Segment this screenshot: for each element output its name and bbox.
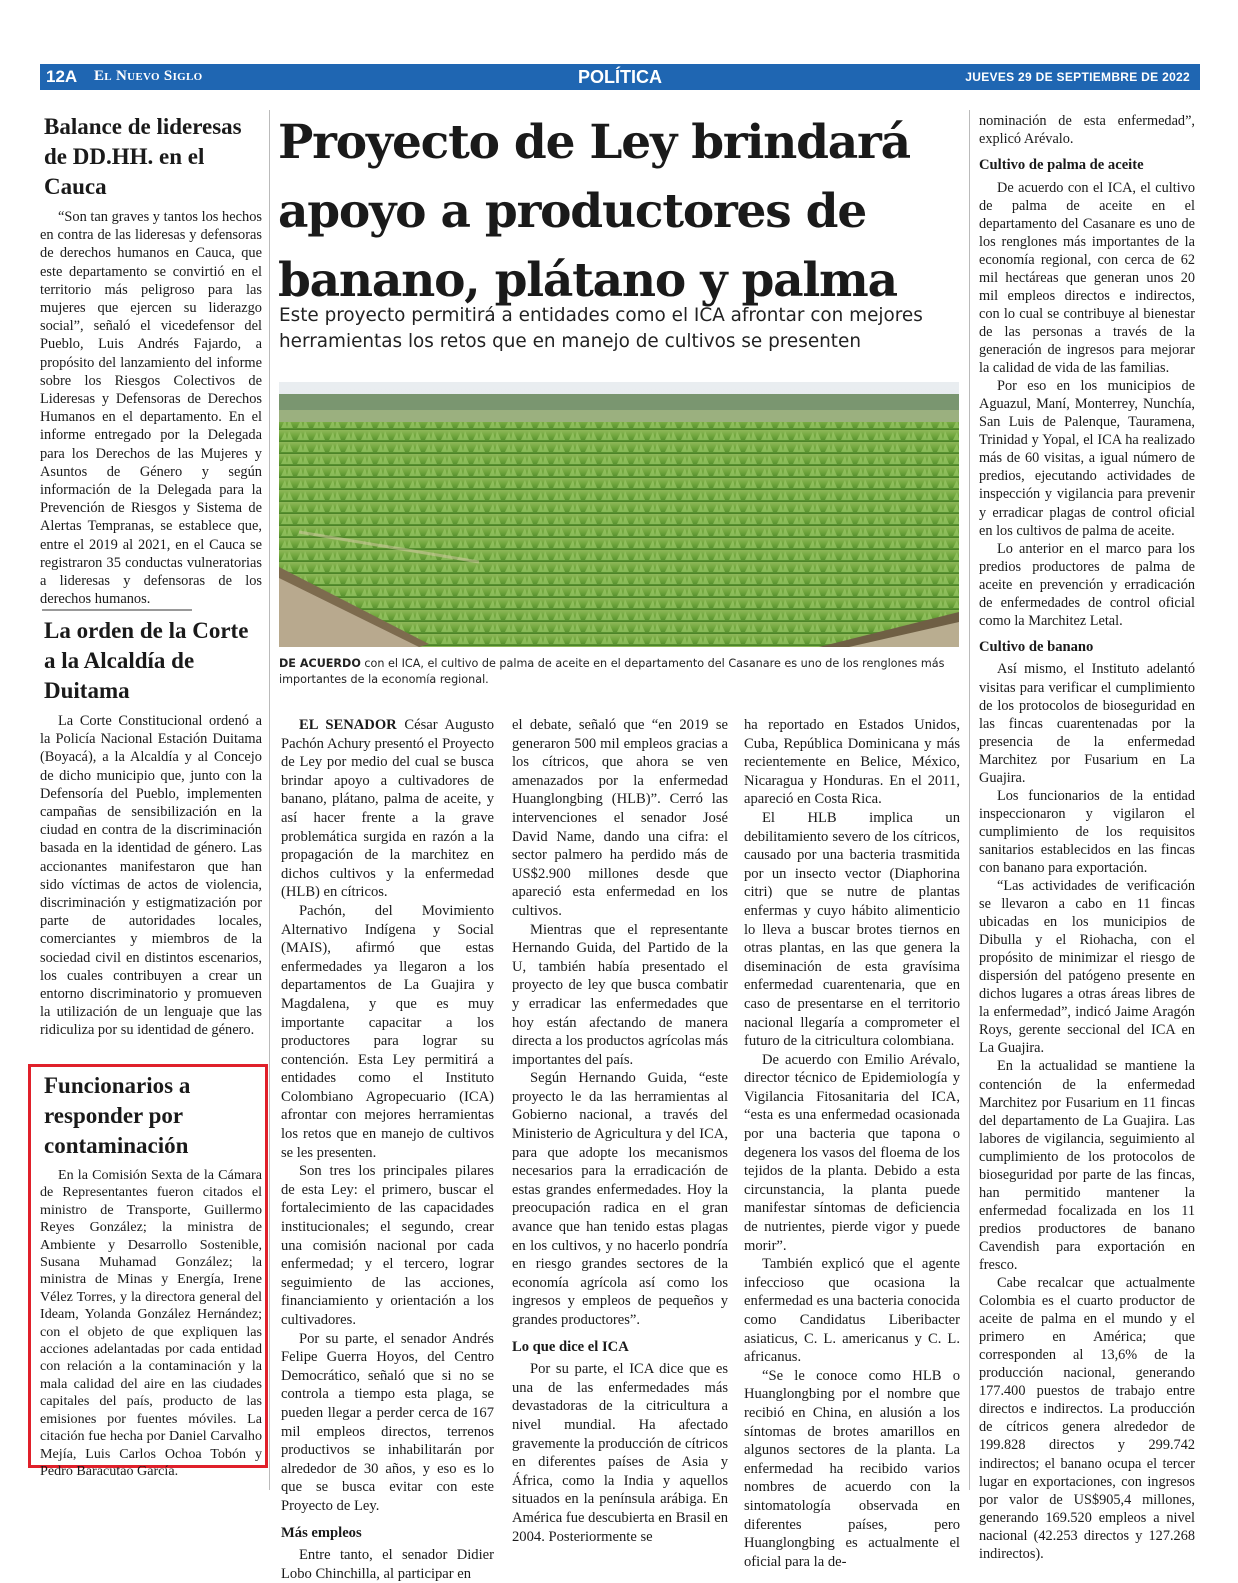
article-column-4 — [979, 112, 1195, 1563]
article-paragraph: Pachón, del Movimiento Alternativo Indígena y Social (MAIS), afirmó que estas enfermedades ya llegaron a los departamentos de La Guajira y Magdalena, y que es muy importante capacitar a los productores para lograr su contención. Esta Ley permitirá a entidades como el Instituto Colombiano Agropecuario (ICA) afrontar con mejores herramientas los retos que en manejo de cultivos se les presenten. — [281, 902, 494, 1161]
article-paragraph: También explicó que el agente infeccioso que ocasiona la enfermedad es una bacteria conocida como Candidatus Liberibacter asiaticus, C. L. americanus y C. L. africanus. — [744, 1256, 960, 1366]
article-column-2 — [512, 716, 728, 1546]
page-number: 12A — [46, 67, 78, 86]
article-paragraph: Lo anterior en el marco para los predios productores de palma de aceite en prevención y erradicación de enfermedades de control oficial como la Marchitez Letal. — [979, 540, 1195, 629]
subheading-mas-empleos: Más empleos — [281, 1524, 362, 1541]
article-paragraph: Son tres los principales pilares de esta Ley: el primero, buscar el fortalecimiento de las capacidades institucionales; el segundo, crear una comisión nacional por cada enfermedad; y el tercero, lograr seguimiento de las acciones, financiamiento y orientación a los cultivadores. — [281, 1163, 494, 1328]
article-paragraph: Según Hernando Guida, “este proyecto le da las herramientas al Gobierno nacional, a través del Ministerio de Agricultura y del ICA, para que adopte los mecanismos necesarios para la erradicación de estas grandes enfermedades. Hoy la preocupación radica en el gran avance que han tenido estas plagas en los cultivos, y no hacerlo pondría en riesgo grandes sectores de la economía agrícola así como los ingresos y empleos de pequeños y grandes productores”. — [512, 1070, 728, 1328]
section-title: POLÍTICA — [578, 67, 662, 87]
column-rule — [269, 110, 270, 1490]
sidebar-story-1-title: Balance de lideresas de DD.HH. en el Cauca — [44, 114, 242, 199]
sidebar-story-2-body: La Corte Constitucional ordenó a la Policía Nacional Estación Duitama (Boyacá), a la Alcaldía y al Concejo de dicho municipio que, junto con la Defensoría del Pueblo, implementen campañas de sensibilización en la ciudad en contra de la discriminación basada en la identidad de género. Las accionantes manifestaron que han sido víctimas de actos de violencia, discriminación y estigmatización por parte de autoridades locales, comerciantes y miembros de la sociedad civil en distintos escenarios, los cuales contribuyen a crear un entorno discriminatorio y promueven la utilización de un lenguaje que las ridiculiza por su identidad de género. — [40, 713, 262, 1039]
subheading-cultivo-palma: Cultivo de palma de aceite — [979, 157, 1144, 174]
article-paragraph: “Se le conoce como HLB o Huanglongbing por el nombre que recibió en China, en alusión a los síntomas de brotes amarillos en algunos sectores de la planta. La enfermedad ha recibido varios nombres de acuerdo con la sintomatología observada en diferentes países, pero Huanglongbing es actualmente el oficial para la de- — [744, 1367, 960, 1570]
article-paragraph: El HLB implica un debilitamiento severo de los cítricos, causado por una bacteria trasmitida por un insecto vector (Diaphorina citri) que se nutre de plantas enfermas y cuyo hábito alimenticio lo lleva a buscar brotes tiernos en otras plantas, en las que genera la diseminación de esta gravísima enfermedad cuarentenaria, que en caso de presentarse en el territorio nacional llegaría a comprometer el futuro de la citricultura colombiana. — [744, 809, 960, 1050]
sidebar-story-3-title: Funcionarios a responder por contaminación — [44, 1073, 191, 1158]
article-paragraph: Por eso en los municipios de Aguazul, Maní, Monterrey, Nunchía, San Luis de Palenque, Tauramena, Trinidad y Yopal, el ICA ha realizado más de 60 visitas, a igual número de predios, ejecutando actividades de inspección y vigilancia para prevenir y erradicar plagas de control oficial en los cultivos de palma de aceite. — [979, 378, 1195, 539]
palm-plantation-image — [279, 382, 959, 647]
article-column-3 — [744, 716, 960, 1571]
article-paragraph: “Las actividades de verificación se llevaron a cabo en 11 fincas ubicadas en los municipios de Dibulla y el Riohacha, con el propósito de minimizar el riesgo de dispersión del patógeno presente en dichos lugares a otras áreas libres de la enfermedad”, indicó Jaime Aragón Roys, gerente seccional del ICA en La Guajira. — [979, 878, 1195, 1057]
article-paragraph: Por su parte, el senador Andrés Felipe Guerra Hoyos, del Centro Democrático, señaló que si no se controla a tiempo esta plaga, se pueden llegar a perder cerca de 167 mil empleos directos, terrenos productivos se inhabilitarán por alrededor de 30 años, y eso es lo que se busca evitar con este Proyecto de Ley. — [281, 1330, 494, 1514]
sidebar-divider — [42, 609, 192, 611]
column-rule — [969, 110, 970, 1490]
subheading-lo-que-dice-el-ica: Lo que dice el ICA — [512, 1338, 629, 1355]
sidebar-story-2 — [40, 616, 262, 1040]
article-paragraph: el debate, señaló que “en 2019 se generaron 500 mil empleos gracias a los cítricos, que ahora se ven amenazados por la enfermedad Huanglongbing (HLB)”. Cerró las intervenciones el senador José David Name, dando una cifra: el sector palmero ha perdido más de US$2.900 millones desde que apareció esta enfermedad en los cultivos. — [512, 717, 728, 919]
article-paragraph: En la actualidad se mantiene la contención de la enfermedad Marchitez por Fusarium en 11 fincas del departamento de La Guajira. Las labores de vigilancia, seguimiento al cumplimiento de los protocolos de bioseguridad por parte de las fincas, han permitido mantener la enfermedad focalizada en los 11 predios productores de banano Cavendish para exportación en fresco. — [979, 1058, 1195, 1273]
article-paragraph: ha reportado en Estados Unidos, Cuba, República Dominicana y más recientemente en Belice, México, Nicaragua y Honduras. En el 2011, apareció en Costa Rica. — [744, 717, 960, 808]
article-subhead: Este proyecto permitirá a entidades como el ICA afrontar con mejores herramientas los retos que en manejo de cultivos se presenten — [279, 305, 923, 352]
article-paragraph: nominación de esta enfermedad”, explicó Arévalo. — [979, 113, 1195, 148]
photo-caption — [279, 656, 969, 688]
article-paragraph: Por su parte, el ICA dice que es una de las enfermedades más devastadoras de la citricultura a nivel mundial. Ha afectado gravemente la producción de cítricos en diferentes países de Asia y África, como la India y aquellos situados en la península arábiga. En América fue descubierta en Brasil en 2004. Posteriormente se — [512, 1361, 728, 1545]
sidebar-story-1 — [40, 112, 262, 608]
article-paragraph: EL SENADOR César Augusto Pachón Achury presentó el Proyecto de Ley por medio del cual se busca brindar apoyo a cultivadores de banano, plátano, palma de aceite, y así hacer frente a la grave problemática surgida en razón a la propagación de la marchitez en dichos cultivos y la enfermedad (HLB) en cítricos. — [281, 717, 494, 901]
article-paragraph: Mientras que el representante Hernando Guida, del Partido de la U, también había presentado el proyecto de ley que busca combatir y erradicar las enfermedades que hoy están afectando de manera directa a los productos agrícolas más importantes del país. — [512, 921, 728, 1068]
article-paragraph: De acuerdo con el ICA, el cultivo de palma de aceite en el departamento del Casanare es uno de los renglones más importantes de la economía regional, con cerca de 62 mil hectáreas que generan unos 20 mil empleos directos e indirectos, con lo cual se contribuye al bienestar de las personas a través de la generación de ingresos para mejorar la calidad de vida de las familias. — [979, 179, 1195, 377]
subheading-cultivo-banano: Cultivo de banano — [979, 638, 1094, 655]
sidebar-story-2-title: La orden de la Corte a la Alcaldía de Duitama — [44, 618, 249, 703]
sidebar-story-1-body: “Son tan graves y tantos los hechos en contra de las lideresas y defensoras de derechos humanos en Cauca, que este departamento se convirtió en el territorio más peligroso para las mujeres que ejercen su liderazgo social”, señaló el vicedefensor del Pueblo, Luis Andrés Fajardo, a propósito del lanzamiento del informe sobre los Riesgos Colectivos de Lideresas y Defensoras de Derechos Humanos en el departamento. En el informe entregado por la Delegada para los Derechos de las Mujeres y Asuntos de Género y según información de la Delegada para la Prevención de Riesgos y Sistema de Alertas Tempranas, se establece que, entre el 2019 al 2021, en el Cauca se registraron 35 conductas vulneratorias a lideresas y defensoras de los derechos humanos. — [40, 209, 262, 608]
caption-lead: DE ACUERDO — [279, 657, 361, 670]
sidebar-story-3-body: En la Comisión Sexta de la Cámara de Representantes fueron citados el ministro de Transporte, Guillermo Reyes González; la ministra de Ambiente y Desarrollo Sostenible, Susana Muhamad González; la ministra de Minas y Energía, Irene Vélez Torres, y la directora general del Ideam, Yolanda González Hernández; con el objeto de que expliquen las acciones adelantadas por cada entidad con relación a la contaminación y la mala calidad del aire en las ciudades capitales del país, producto de las emisiones por fuentes móviles. La citación fue hecha por Daniel Carvalho Mejía, Luis Carlos Ochoa Tobón y Pedro Baracutao García. — [40, 1167, 262, 1479]
article-paragraph: Cabe recalcar que actualmente Colombia es el cuarto productor de aceite de palma en el mundo y el primero en América; que corresponden al 13,6% de la producción nacional, generando 177.400 puestos de trabajo entre directos e indirectos. La producción de cítricos genera alrededor de 199.828 directos y 299.742 indirectos; el banano ocupa el tercer lugar en exportaciones, con ingresos por valor de US$905,4 millones, generando 169.520 empleos a nivel nacional (42.253 directos y 127.268 indirectos). — [979, 1275, 1195, 1562]
issue-date: JUEVES 29 DE SEPTIEMBRE DE 2022 — [965, 70, 1190, 84]
article-headline: Proyecto de Ley brindará apoyo a productores de banano, plátano y palma — [278, 115, 910, 308]
article-lead: EL SENADOR — [299, 717, 397, 733]
article-paragraph: Entre tanto, el senador Didier Lobo Chinchilla, al participar en — [281, 1547, 494, 1582]
palm-field-photo — [279, 382, 959, 647]
newspaper-name: El Nuevo Siglo — [94, 68, 203, 84]
caption-text: con el ICA, el cultivo de palma de aceite en el departamento del Casanare es uno de los renglones más importantes de la economía regional. — [279, 657, 945, 686]
sidebar-story-3 — [40, 1071, 262, 1480]
masthead-bar — [40, 64, 1200, 90]
article-paragraph: Los funcionarios de la entidad inspeccionaron y vigilaron el cumplimiento de los requisitos sanitarios establecidos en las fincas con banano para exportación. — [979, 787, 1195, 876]
article-column-1 — [281, 716, 494, 1583]
article-paragraph: De acuerdo con Emilio Arévalo, director técnico de Epidemiología y Vigilancia Fitosanitaria del ICA, “esta es una enfermedad ocasionada por una bacteria que tapona o degenera los vasos del floema de los tejidos de la planta. Debido a esta circunstancia, la planta puede manifestar síntomas de deficiencia de nutrientes, pierde vigor y puede morir”. — [744, 1051, 960, 1254]
article-paragraph: Así mismo, el Instituto adelantó visitas para verificar el cumplimiento de los protocolos de bioseguridad en las fincas cuarentenadas por la presencia de la enfermedad Marchitez por Fusarium en La Guajira. — [979, 661, 1195, 786]
